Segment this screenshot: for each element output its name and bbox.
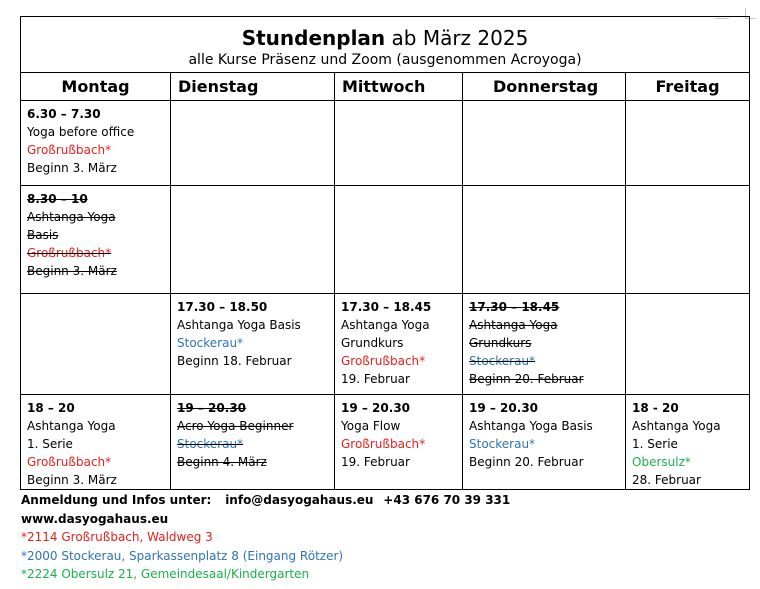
- course-cell: [21, 101, 171, 186]
- website-link[interactable]: www.dasyogahaus.eu: [21, 511, 169, 526]
- footer: [21, 491, 510, 584]
- course-cell: [21, 395, 171, 490]
- course-time: 17.30 – 18.45: [469, 300, 560, 314]
- empty-cell: [463, 101, 626, 186]
- empty-cell: [21, 294, 171, 395]
- title-cell: [21, 17, 750, 73]
- course-name: 1. Serie: [27, 437, 73, 451]
- course-entry: [335, 294, 462, 388]
- course-entry: [626, 395, 749, 489]
- course-cell: [335, 395, 463, 490]
- course-location: Stockerau*: [469, 437, 536, 451]
- empty-cell: [171, 186, 335, 294]
- course-start: Beginn 3. März: [27, 264, 117, 278]
- course-start: 19. Februar: [341, 372, 410, 386]
- course-start: 28. Februar: [632, 473, 701, 487]
- empty-cell: [463, 186, 626, 294]
- schedule-row-1: [21, 101, 750, 186]
- page-title: Stundenplan ab März 2025: [241, 25, 529, 50]
- course-name: Yoga before office: [27, 125, 135, 139]
- course-name: Yoga Flow: [341, 419, 401, 433]
- course-cell: [335, 294, 463, 395]
- location-stockerau: *2000 Stockerau, Sparkassenplatz 8 (Eingang Rötzer): [21, 548, 344, 563]
- course-name: Ashtanga Yoga: [469, 318, 558, 332]
- course-location: Großrußbach*: [341, 437, 426, 451]
- phone-number: +43 676 70 39 331: [383, 493, 511, 507]
- course-time: 17.30 – 18.45: [341, 300, 432, 314]
- course-start: Beginn 18. Februar: [177, 354, 292, 368]
- empty-cell: [335, 186, 463, 294]
- day-header-montag: Montag: [21, 73, 171, 101]
- location-obersulz: *2224 Obersulz 21, Gemeindesaal/Kindergarten: [21, 567, 310, 581]
- course-time: 19 – 20.30: [177, 401, 247, 415]
- empty-cell: [626, 294, 750, 395]
- page-subtitle: alle Kurse Präsenz und Zoom (ausgenommen Acroyoga): [188, 51, 582, 68]
- course-cell: [171, 294, 335, 395]
- empty-cell: [335, 101, 463, 186]
- schedule-row-2: [21, 186, 750, 294]
- cancelled-course: [463, 294, 625, 388]
- schedule-table: [20, 16, 750, 490]
- course-cell: [463, 294, 626, 395]
- course-name: Ashtanga Yoga: [341, 318, 430, 332]
- course-start: Beginn 20. Februar: [469, 455, 584, 469]
- email-link[interactable]: info@dasyogahaus.eu: [225, 493, 374, 507]
- course-location: Großrußbach*: [27, 143, 112, 157]
- course-start: 19. Februar: [341, 455, 410, 469]
- cancelled-course: [21, 186, 170, 280]
- course-name: Acro Yoga Beginner: [177, 419, 294, 433]
- empty-cell: [171, 101, 335, 186]
- course-location: Großrußbach*: [27, 246, 112, 260]
- day-header-mittwoch: Mittwoch: [335, 73, 463, 101]
- course-time: 19 – 20.30: [469, 401, 539, 415]
- course-name: 1. Serie: [632, 437, 678, 451]
- day-header-donnerstag: Donnerstag: [463, 73, 626, 101]
- schedule-row-3: [21, 294, 750, 395]
- course-start: Beginn 3. März: [27, 473, 117, 487]
- course-name: Grundkurs: [469, 336, 532, 350]
- course-entry: [21, 395, 170, 489]
- course-cell: [21, 186, 171, 294]
- cancelled-course: [171, 395, 334, 471]
- course-location: Stockerau*: [177, 336, 244, 350]
- empty-cell: [626, 101, 750, 186]
- course-entry: [21, 101, 170, 177]
- course-name: Ashtanga Yoga Basis: [469, 419, 593, 433]
- course-cell: [626, 395, 750, 490]
- course-name: Ashtanga Yoga Basis: [177, 318, 301, 332]
- day-header-row: [21, 73, 750, 101]
- course-time: 19 – 20.30: [341, 401, 411, 415]
- course-time: 8.30 – 10: [27, 192, 88, 206]
- course-name: Ashtanga Yoga: [27, 210, 116, 224]
- course-location: Großrußbach*: [341, 354, 426, 368]
- course-start: Beginn 4. März: [177, 455, 267, 469]
- course-entry: [463, 395, 625, 471]
- course-location: Stockerau*: [177, 437, 244, 451]
- location-grossrussbach: *2114 Großrußbach, Waldweg 3: [21, 530, 213, 544]
- course-cell: [171, 395, 335, 490]
- info-label: Anmeldung und Infos unter:: [21, 493, 212, 507]
- course-start: Beginn 20. Februar: [469, 372, 584, 386]
- course-time: 18 - 20: [632, 401, 679, 415]
- day-header-dienstag: Dienstag: [171, 73, 335, 101]
- course-time: 18 – 20: [27, 401, 75, 415]
- day-header-freitag: Freitag: [626, 73, 750, 101]
- schedule-row-4: [21, 395, 750, 490]
- course-name: Basis: [27, 228, 59, 242]
- course-name: Ashtanga Yoga: [27, 419, 116, 433]
- course-time: 6.30 – 7.30: [27, 107, 101, 121]
- course-name: Ashtanga Yoga: [632, 419, 721, 433]
- contact-line: [21, 491, 510, 510]
- course-start: Beginn 3. März: [27, 161, 117, 175]
- course-location: Obersulz*: [632, 455, 691, 469]
- course-location: Großrußbach*: [27, 455, 112, 469]
- course-entry: [335, 395, 462, 471]
- course-time: 17.30 – 18.50: [177, 300, 268, 314]
- course-entry: [171, 294, 334, 370]
- empty-cell: [626, 186, 750, 294]
- course-cell: [463, 395, 626, 490]
- course-location: Stockerau*: [469, 354, 536, 368]
- course-name: Grundkurs: [341, 336, 404, 350]
